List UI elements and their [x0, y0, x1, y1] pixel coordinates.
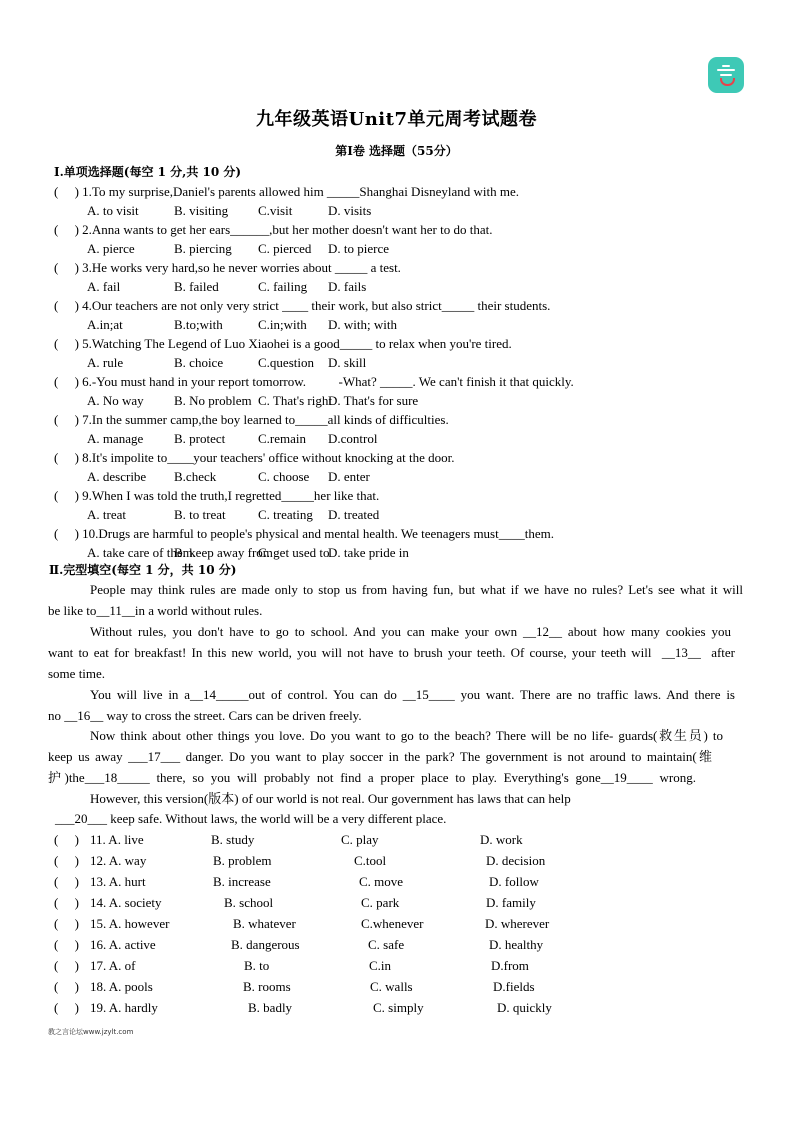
answer-option: D. enter	[328, 469, 370, 484]
answer-option: C.in;with	[258, 317, 307, 332]
option-b: B. dangerous	[231, 937, 300, 952]
option-d: D. healthy	[489, 937, 544, 952]
option-a: 15. A. however	[90, 916, 170, 931]
option-b: B. to	[244, 958, 270, 973]
answer-option: C. pierced	[258, 241, 312, 256]
answer-option: D. That's for sure	[328, 393, 419, 408]
option-b: B. rooms	[243, 979, 291, 994]
answer-option: C.remain	[258, 431, 307, 446]
question-stem: ( ) 9.When I was told the truth,I regretted_____her like that.	[54, 488, 380, 503]
option-c: C. simply	[373, 1000, 424, 1015]
passage-line: Now think about other things you love. Do you want to go to the beach? There will be no life- guards(救生员) to	[90, 728, 723, 743]
passage-line: want to eat for breakfast! In this new world, you will not have to brush your teeth. Of course, your teeth will __13__ after	[48, 645, 735, 660]
option-b: B. study	[211, 832, 255, 847]
answer-option: B. to treat	[174, 507, 226, 522]
passage-line: However, this version(版本) of our world is not real. Our government has laws that can help	[90, 791, 571, 806]
logo-bar	[722, 65, 730, 67]
answer-option: A. treat	[87, 507, 126, 522]
question-stem: ( ) 5.Watching The Legend of Luo Xiaohei is a good_____ to relax when you're tired.	[54, 336, 512, 351]
page-title: 九年级英语Unit7单元周考试题卷	[256, 109, 537, 130]
passage-line: keep us away ___17___ danger. Do you want to play soccer in the park? The government is not around to maintain(维	[48, 749, 712, 764]
answer-option: B. choice	[174, 355, 224, 370]
logo-smile	[720, 78, 735, 86]
answer-option: D. visits	[328, 203, 372, 218]
option-c: C.tool	[354, 853, 387, 868]
page-subtitle: 第Ⅰ卷 选择题（55分）	[335, 144, 458, 158]
option-a: 18. A. pools	[90, 979, 153, 994]
question-stem: ( ) 10.Drugs are harmful to people's physical and mental health. We teenagers must____them.	[54, 526, 554, 541]
answer-option: B. failed	[174, 279, 219, 294]
answer-bracket: ( )	[54, 937, 79, 952]
answer-option: B.to;with	[174, 317, 223, 332]
passage-line: Without rules, you don't have to go to school. And you can make your own __12__ about how many cookies you	[90, 624, 731, 639]
passage-line: be like to__11__in a world without rules.	[48, 603, 263, 618]
section-2-heading: Ⅱ.完型填空(每空 1 分，共 10 分)	[49, 563, 237, 577]
answer-option: D. with; with	[328, 317, 397, 332]
answer-option: A. rule	[87, 355, 124, 370]
answer-option: D. treated	[328, 507, 380, 522]
answer-option: A. fail	[87, 279, 121, 294]
answer-option: C. choose	[258, 469, 310, 484]
option-c: C. safe	[368, 937, 405, 952]
answer-option: A. pierce	[87, 241, 135, 256]
answer-option: C. failing	[258, 279, 308, 294]
option-c: C. play	[341, 832, 379, 847]
option-c: C. park	[361, 895, 400, 910]
answer-option: D.control	[328, 431, 378, 446]
passage-line: You will live in a__14_____out of control. You can do __15____ you want. There are no traffic laws. And there is	[90, 687, 735, 702]
answer-option: C.question	[258, 355, 314, 370]
answer-option: A. describe	[87, 469, 147, 484]
question-stem: ( ) 2.Anna wants to get her ears______,but her mother doesn't want her to do that.	[54, 222, 493, 237]
option-d: D. work	[480, 832, 523, 847]
option-d: D.from	[491, 958, 529, 973]
answer-option: D. fails	[328, 279, 367, 294]
option-d: D. wherever	[485, 916, 550, 931]
passage-line: no __16__ way to cross the street. Cars can be driven freely.	[48, 708, 362, 723]
option-d: D.fields	[493, 979, 535, 994]
option-b: B. badly	[248, 1000, 293, 1015]
option-a: 13. A. hurt	[90, 874, 146, 889]
answer-bracket: ( )	[54, 853, 79, 868]
answer-option: B. piercing	[174, 241, 232, 256]
answer-option: A. No way	[87, 393, 144, 408]
answer-option: B. No problem	[174, 393, 252, 408]
option-b: B. increase	[213, 874, 271, 889]
question-stem: ( ) 8.It's impolite to____your teachers' office without knocking at the door.	[54, 450, 455, 465]
footer-watermark: 教之言论坛www.jzylt.com	[48, 1028, 134, 1036]
passage-line: People may think rules are made only to stop us from having fun, but what if we have no rules? Let's see what it will	[90, 582, 743, 597]
option-d: D. family	[486, 895, 536, 910]
option-a: 12. A. way	[90, 853, 147, 868]
answer-bracket: ( )	[54, 832, 79, 847]
answer-bracket: ( )	[54, 1000, 79, 1015]
option-b: B. school	[224, 895, 274, 910]
answer-option: B.check	[174, 469, 217, 484]
option-b: B. problem	[213, 853, 272, 868]
answer-option: A. manage	[87, 431, 144, 446]
option-a: 14. A. society	[90, 895, 162, 910]
logo-bar	[717, 69, 735, 71]
question-stem: ( ) 1.To my surprise,Daniel's parents allowed him _____Shanghai Disneyland with me.	[54, 184, 520, 199]
passage-line: some time.	[48, 666, 106, 681]
answer-bracket: ( )	[54, 979, 79, 994]
option-a: 16. A. active	[90, 937, 156, 952]
answer-option: D. skill	[328, 355, 367, 370]
answer-option: B. protect	[174, 431, 226, 446]
answer-option: A. take care of them.	[87, 545, 197, 560]
option-c: C. walls	[370, 979, 413, 994]
option-d: D. follow	[489, 874, 539, 889]
logo-bar	[720, 74, 732, 76]
answer-bracket: ( )	[54, 895, 79, 910]
question-stem: ( ) 4.Our teachers are not only very strict ____ their work, but also strict_____ their students.	[54, 298, 551, 313]
option-d: D. decision	[486, 853, 546, 868]
answer-option: D. take pride in	[328, 545, 409, 560]
option-a: 17. A. of	[90, 958, 136, 973]
answer-option: B. visiting	[174, 203, 229, 218]
answer-option: C. get used to	[258, 545, 330, 560]
option-d: D. quickly	[497, 1000, 552, 1015]
passage-line: 护)the___18_____ there, so you will probably not find a proper place to play. Everything's gone__19____ wrong.	[48, 770, 696, 785]
answer-option: C. treating	[258, 507, 313, 522]
answer-bracket: ( )	[54, 958, 79, 973]
option-c: C. move	[359, 874, 404, 889]
answer-option: B. keep away from	[174, 545, 273, 560]
answer-option: A. to visit	[87, 203, 139, 218]
question-stem: ( ) 7.In the summer camp,the boy learned to_____all kinds of difficulties.	[54, 412, 449, 427]
answer-option: C.visit	[258, 203, 293, 218]
option-c: C.in	[369, 958, 392, 973]
answer-option: D. to pierce	[328, 241, 390, 256]
answer-bracket: ( )	[54, 916, 79, 931]
option-c: C.whenever	[361, 916, 424, 931]
question-stem: ( ) 6.-You must hand in your report tomorrow. -What? _____. We can't finish it that quickly.	[54, 374, 574, 389]
answer-bracket: ( )	[54, 874, 79, 889]
app-logo-icon[interactable]	[708, 57, 744, 93]
passage-line: ___20___ keep safe. Without laws, the world will be a very different place.	[55, 811, 447, 826]
section-1-heading: Ⅰ.单项选择题(每空 1 分,共 10 分)	[54, 165, 242, 179]
answer-option: C. That's right	[258, 393, 332, 408]
question-stem: ( ) 3.He works very hard,so he never worries about _____ a test.	[54, 260, 401, 275]
option-b: B. whatever	[233, 916, 296, 931]
answer-option: A.in;at	[87, 317, 123, 332]
option-a: 19. A. hardly	[90, 1000, 158, 1015]
option-a: 11. A. live	[90, 832, 144, 847]
